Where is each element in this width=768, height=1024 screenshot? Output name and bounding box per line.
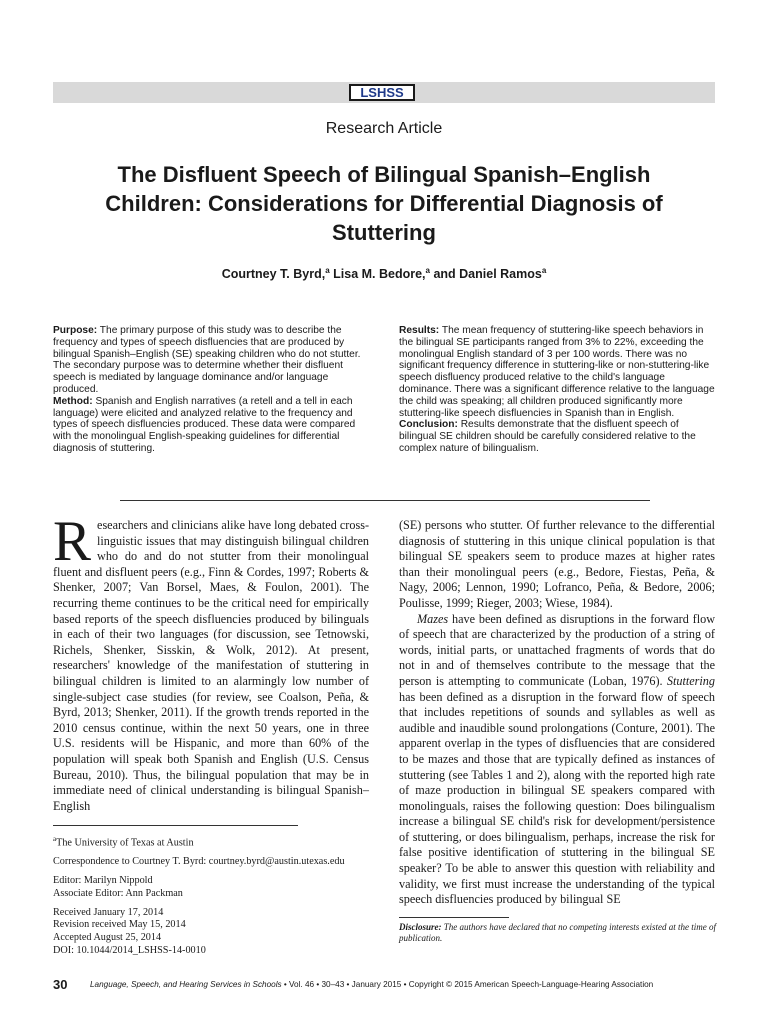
abstract-label: Conclusion:: [399, 419, 458, 431]
abstract-label: Method:: [53, 395, 93, 407]
affiliation-mark: a: [425, 266, 430, 275]
abstract-left-column: [53, 325, 373, 455]
term-stuttering: Stuttering: [666, 673, 715, 688]
received-date: Received January 17, 2014: [53, 906, 164, 918]
abstract-text: The mean frequency of stuttering-like speech behaviors in the bilingual SE participants ranged from 3% to 22%, exceeding the monolingual English standard of 3 per 100 words. There was no significant frequency difference in stuttering-like or non-stuttering-like speech disfluency produced relative to the child's language dominance. There was a significant difference relative to the language the child was speaking; all children produced significantly more stuttering-like speech disfluencies in Spanish than in English.: [399, 325, 715, 419]
affiliation-mark: a: [541, 266, 547, 275]
abstract-results: [399, 325, 717, 419]
abstract-purpose: [53, 325, 373, 396]
body-paragraph: [53, 510, 369, 814]
abstract-conclusion: [399, 419, 717, 454]
body-right-column: [399, 518, 715, 908]
journal-badge: LSHSS: [349, 84, 415, 101]
disclosure-divider: [399, 917, 509, 918]
revision-date: Revision received May 15, 2014: [53, 919, 186, 931]
paragraph-text: esearchers and clinicians alike have long debated cross-linguistic issues that may distinguish bilingual children who do and do not stutter from their monolingual fluent and disfluent peers (e.g., Finn & Cordes, 1997; Roberts & Shenker, 2007; Van Borsel, Maes, & Foulon, 2001). The recurring theme continues to be the critical need for empirically based reports of the speech disfluencies produced by bilinguals in each of their two languages (for discussion, see Tetnowski, Richels, Shenker, Sisskin, & Wolk, 2012). At present, researchers' knowledge of the manifestation of stuttering in bilingual children is limited to an alarmingly low number of single-subject case studies (for review, see Coalson, Peña, & Byrd, 2013; Shenker, 2011). If the growth trends reported in the 2010 census continue, within the next 50 years, one in three U.S. residents will be Hispanic, and more than 60% of the population will speak both Spanish and English (U.S. Census Bureau, 2010). Thus, the bilingual population that may be in immediate need of clinical understanding is bilingual Spanish–English: [53, 518, 369, 813]
abstract-text: Results demonstrate that the disfluent speech of bilingual SE children should be carefully considered relative to the complex nature of bilingualism.: [399, 419, 696, 454]
body-paragraph: (SE) persons who stutter. Of further relevance to the differential diagnosis of stuttering in this unique clinical population is that bilingual SE speakers seem to produce mazes at higher rates than their monolingual peers (e.g., Bedore, Fiestas, Peña, & Nagy, 2006; Lennon, 1990; Lofranco, Peña, & Bedore, 2006; Poulisse, 1999; Rieger, 2003; Wiese, 1984).: [399, 518, 715, 610]
disclosure-text: The authors have declared that no competing interests existed at the time of publication.: [399, 922, 717, 943]
page-number: 30: [53, 977, 68, 992]
footnote-divider: [53, 825, 298, 826]
footer-details: • Vol. 46 • 30–43 • January 2015 • Copyright © 2015 American Speech-Language-Hearing Association: [281, 980, 654, 989]
associate-editor: Associate Editor: Ann Packman: [53, 887, 183, 899]
disclosure: [399, 922, 717, 944]
footnotes: [53, 833, 383, 958]
author-name: and Daniel Ramos: [429, 267, 542, 282]
author-name: Courtney T. Byrd,: [221, 267, 326, 282]
article-title: The Disfluent Speech of Bilingual Spanish–English Children: Considerations for Differential Diagnosis of Stuttering: [105, 162, 663, 245]
body-left-column: [53, 510, 369, 814]
author-name: Lisa M. Bedore,: [329, 267, 426, 282]
affiliation: [53, 833, 383, 850]
paragraph-text: has been defined as a disruption in the forward flow of speech that includes repetitions of sounds and syllables as well as audible and inaudible sound prolongations (Conture, 2001). The apparent overlap in the types of disfluencies that are considered to be mazes and those that are typically defined as instances of stuttering (see Tables 1 and 2), along with the reported high rate of maze production in bilingual SE speakers compared with monolinguals, raises the following question: Does bilingualism increase a bilingual SE child's risk for development/persistence of stuttering, or does bilingualism, perhaps, increase the risk for false positive identification of stuttering in the bilingual SE speaker? To be able to answer this question with reliability and validity, we first must increase the understanding of the typical speech disfluencies produced by bilingual SE: [399, 689, 715, 907]
abstract-divider: [120, 500, 650, 501]
affiliation-text: The University of Texas at Austin: [56, 837, 194, 849]
abstract-text: The primary purpose of this study was to describe the frequency and types of speech disfluencies that are produced by bilingual Spanish–English (SE) speaking children who do not stutter. The secondary purpose was to determine whether their disfluent speech is mediated by language dominance and/or language produced.: [53, 325, 361, 395]
correspondence: Correspondence to Courtney T. Byrd: courtney.byrd@austin.utexas.edu: [53, 856, 345, 868]
term-mazes: Mazes: [417, 611, 449, 626]
editor: Editor: Marilyn Nippold: [53, 874, 153, 886]
abstract-right-column: [399, 325, 717, 455]
article-type: Research Article: [325, 120, 443, 137]
abstract-method: [53, 396, 373, 455]
paragraph-text: have been defined as disruptions in the forward flow of speech that are characterized by the production of a string of words, initial parts, or unattached fragments of words that do not in and of themselves contribute to the message that the person is attempting to communicate (Loban, 1976).: [399, 611, 715, 688]
affiliation-mark: a: [325, 266, 330, 275]
abstract-label: Results:: [399, 325, 440, 336]
accepted-date: Accepted August 25, 2014: [53, 932, 162, 944]
journal-name: Language, Speech, and Hearing Services in Schools: [90, 980, 282, 989]
disclosure-label: Disclosure:: [399, 922, 442, 932]
body-paragraph: [399, 612, 715, 908]
affiliation-mark: a: [53, 835, 57, 843]
doi: DOI: 10.1044/2014_LSHSS-14-0010: [53, 944, 206, 956]
abstract-text: Spanish and English narratives (a retell and a tell in each language) were elicited and analyzed relative to the frequency and types of speech disfluencies produced. These data were compared with the monolingual English-speaking guidelines for differential diagnosis of stuttering.: [53, 395, 356, 454]
author-list: [0, 263, 768, 282]
running-footer: [90, 980, 730, 990]
drop-cap: R: [53, 510, 92, 573]
abstract-label: Purpose:: [53, 325, 98, 336]
